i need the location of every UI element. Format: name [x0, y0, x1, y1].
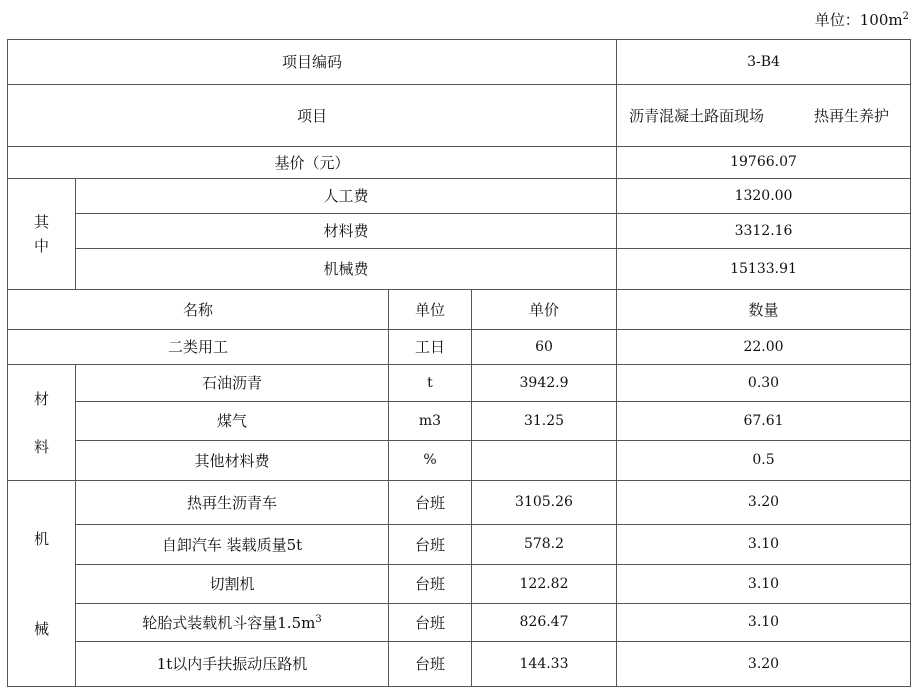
item-unit: 台班	[389, 525, 472, 565]
item-name: 石油沥青	[76, 365, 389, 402]
labor-row	[8, 330, 911, 365]
item-unit: m3	[389, 402, 472, 441]
cost-value: 15133.91	[617, 249, 911, 290]
materials-side-label: 材 料	[8, 365, 76, 481]
material-cost-row	[8, 214, 911, 249]
table-row	[8, 642, 911, 687]
item-unit: %	[389, 441, 472, 481]
item-name: 轮胎式装载机斗容量$1.5m^3$	[76, 604, 389, 642]
table-row	[8, 525, 911, 565]
labor-cost-row	[8, 179, 911, 214]
quota-table	[7, 39, 911, 687]
item-unit: t	[389, 365, 472, 402]
item-price	[472, 441, 617, 481]
table-row	[8, 365, 911, 402]
item-price: 60	[472, 330, 617, 365]
item-price: 3942.9	[472, 365, 617, 402]
item-unit: 台班	[389, 642, 472, 687]
cost-label: 机械费	[76, 249, 617, 290]
project-label: 项目	[8, 85, 617, 147]
item-unit: 台班	[389, 565, 472, 604]
column-header-name: 名称	[8, 290, 389, 330]
item-name: 热再生沥青车	[76, 481, 389, 525]
project-value: 沥青混凝土路面现场 热再生养护	[617, 85, 911, 147]
item-qty: 3.10	[617, 525, 911, 565]
item-price: 31.25	[472, 402, 617, 441]
item-unit: 工日	[389, 330, 472, 365]
column-header-unit: 单位	[389, 290, 472, 330]
base-price-label: 基价（元）	[8, 147, 617, 179]
item-name: 1t以内手扶振动压路机	[76, 642, 389, 687]
item-name: 切割机	[76, 565, 389, 604]
code-row	[8, 40, 911, 85]
cost-value: 1320.00	[617, 179, 911, 214]
column-header-row	[8, 290, 911, 330]
machinery-side-label: 机 械	[8, 481, 76, 687]
table-row	[8, 441, 911, 481]
column-header-price: 单价	[472, 290, 617, 330]
item-unit: 台班	[389, 604, 472, 642]
item-qty: 22.00	[617, 330, 911, 365]
item-price: 144.33	[472, 642, 617, 687]
item-qty: 3.20	[617, 481, 911, 525]
base-price-value: 19766.07	[617, 147, 911, 179]
column-header-qty: 数量	[617, 290, 911, 330]
table-row	[8, 565, 911, 604]
item-name: 自卸汽车 装载质量5t	[76, 525, 389, 565]
cost-label: 人工费	[76, 179, 617, 214]
table-row	[8, 604, 911, 642]
cost-label: 材料费	[76, 214, 617, 249]
item-qty: 3.10	[617, 604, 911, 642]
item-price: 578.2	[472, 525, 617, 565]
item-qty: 3.10	[617, 565, 911, 604]
item-price: 826.47	[472, 604, 617, 642]
item-qty: 67.61	[617, 402, 911, 441]
code-value: 3-B4	[617, 40, 911, 85]
item-name: 煤气	[76, 402, 389, 441]
base-price-row	[8, 147, 911, 179]
item-qty: 3.20	[617, 642, 911, 687]
item-qty: 0.30	[617, 365, 911, 402]
item-unit: 台班	[389, 481, 472, 525]
table-row	[8, 402, 911, 441]
cost-value: 3312.16	[617, 214, 911, 249]
table-row	[8, 481, 911, 525]
code-label: 项目编码	[8, 40, 617, 85]
project-row	[8, 85, 911, 147]
item-name: 二类用工	[8, 330, 389, 365]
item-qty: 0.5	[617, 441, 911, 481]
item-price: 122.82	[472, 565, 617, 604]
item-name: 其他材料费	[76, 441, 389, 481]
unit-note: 单位：$100m^2$	[814, 11, 909, 29]
of-which-side-label: 其 中	[8, 179, 76, 290]
machinery-cost-row	[8, 249, 911, 290]
item-price: 3105.26	[472, 481, 617, 525]
